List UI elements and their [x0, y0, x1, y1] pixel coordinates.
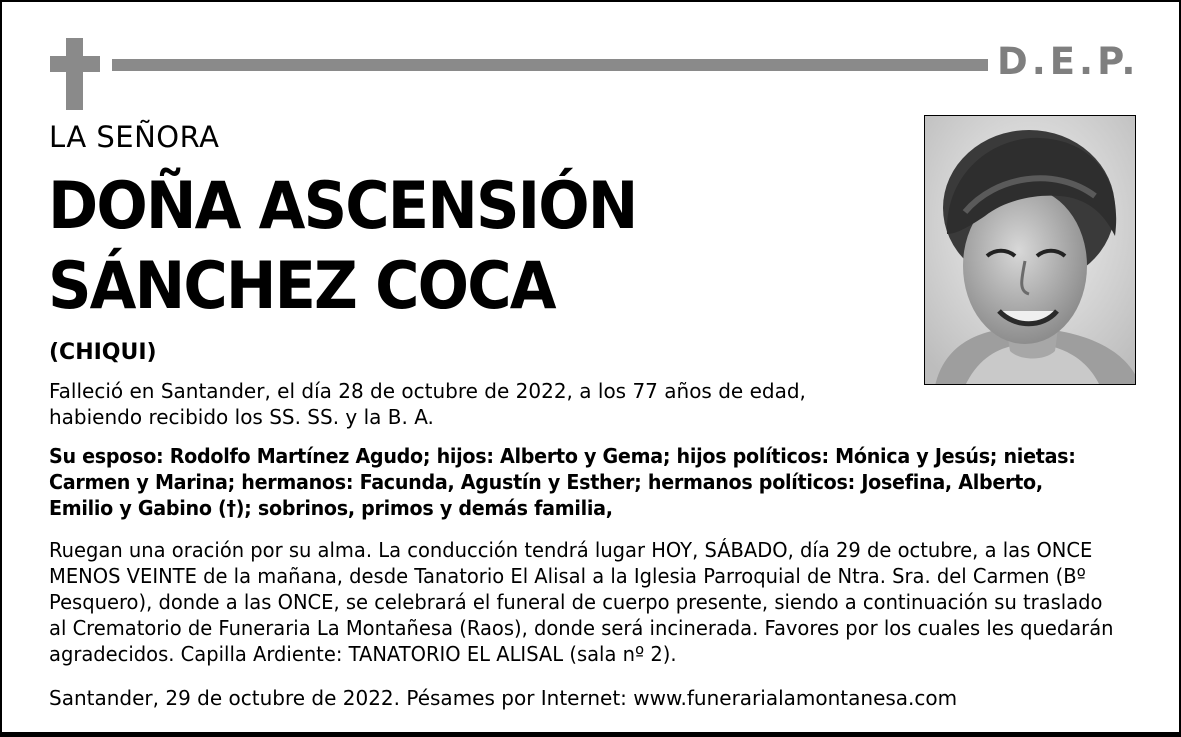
honorific: LA SEÑORA	[49, 120, 220, 154]
death-line-2: habiendo recibido los SS. SS. y la B. A.	[49, 405, 434, 429]
nickname: (CHIQUI)	[49, 340, 157, 365]
deceased-name	[48, 167, 839, 327]
portrait-photo	[924, 115, 1136, 385]
cross-icon	[50, 38, 100, 110]
header-rule	[112, 59, 988, 71]
death-notice	[49, 378, 909, 430]
dep-label: D.E.P.	[997, 40, 1140, 83]
name-line-2: SÁNCHEZ COCA	[48, 249, 555, 324]
family-list: Su esposo: Rodolfo Martínez Agudo; hijos: Alberto y Gema; hijos políticos: Mónica y Jesús; nietas: Carmen y Marina; hermanos: Facunda, Agustín y Esther; hermanos políticos: Josefina, Alberto, Emilio y Gabino (†); sobrinos, primos y demás familia,	[49, 444, 1076, 520]
footer-line: Santander, 29 de octubre de 2022. Pésames por Internet: www.funerarialamontanesa.com	[49, 686, 958, 710]
service-details: Ruegan una oración por su alma. La conducción tendrá lugar HOY, SÁBADO, día 29 de octubre, a las ONCE MENOS VEINTE de la mañana, desde Tanatorio El Alisal a la Iglesia Parroquial de Ntra. Sra. del Carmen (Bº Pesquero), donde a las ONCE, se celebrará el funeral de cuerpo presente, siendo a continuación su traslado al Crematorio de Funeraria La Montañesa (Raos), donde será incinerada. Favores por los cuales les quedarán agradecidos. Capilla Ardiente: TANATORIO EL ALISAL (sala nº 2).	[49, 538, 1114, 666]
death-line-1: Falleció en Santander, el día 28 de octubre de 2022, a los 77 años de edad,	[49, 379, 806, 403]
name-line-1: DOÑA ASCENSIÓN	[48, 169, 637, 244]
